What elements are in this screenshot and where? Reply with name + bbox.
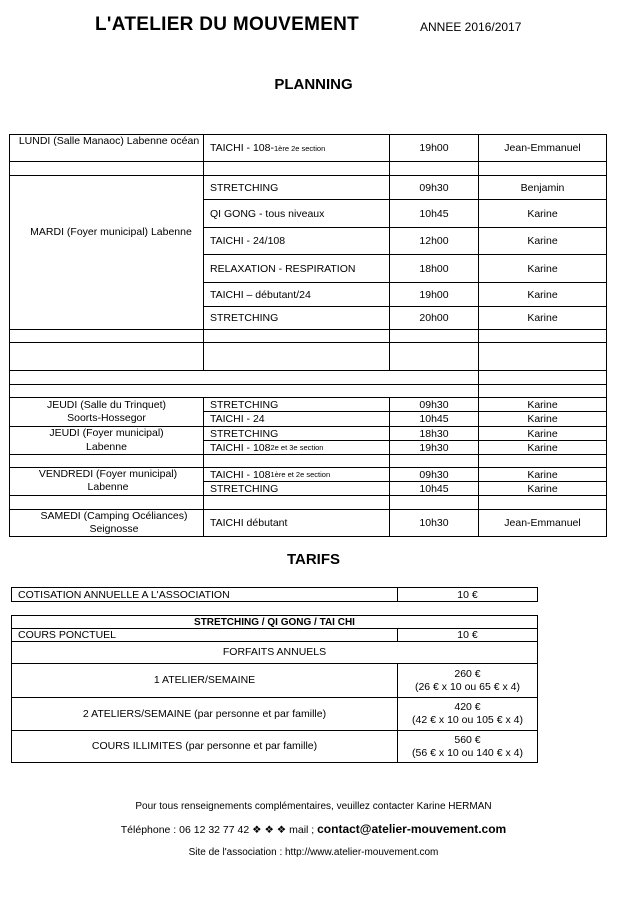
day-jeudi-foyer: JEUDI (Foyer municipal) bbox=[49, 427, 164, 439]
teacher-cell: Karine bbox=[527, 312, 558, 324]
activities-header: STRETCHING / QI GONG / TAI CHI bbox=[194, 616, 355, 628]
time-cell: 10h45 bbox=[419, 207, 449, 220]
teacher-cell: Benjamin bbox=[520, 181, 565, 194]
time-cell: 10h45 bbox=[419, 413, 449, 425]
time-cell: 09h30 bbox=[419, 398, 449, 411]
day-vendredi: VENDREDI (Foyer municipal) Labenne bbox=[38, 468, 178, 493]
time-cell: 19h00 bbox=[419, 142, 449, 154]
teacher-cell: Karine bbox=[527, 413, 558, 425]
activity-cell: STRETCHING bbox=[210, 398, 279, 411]
activity-cell: QI GONG - tous niveaux bbox=[210, 207, 325, 220]
page-title: L'ATELIER DU MOUVEMENT bbox=[95, 14, 360, 35]
activity-cell: TAICHI - 108 2e et 3e section bbox=[210, 441, 324, 454]
activity-cell: TAICHI - 24 bbox=[210, 413, 265, 425]
planning-heading: PLANNING bbox=[274, 76, 353, 93]
teacher-cell: Karine bbox=[527, 235, 558, 247]
teacher-cell: Karine bbox=[527, 262, 558, 275]
activity-cell: TAICHI – débutant/24 bbox=[210, 288, 311, 301]
phone-line bbox=[0, 822, 627, 836]
time-cell: 18h30 bbox=[419, 427, 449, 440]
time-cell: 10h45 bbox=[419, 482, 449, 495]
teacher-cell: Karine bbox=[527, 398, 558, 411]
day-jeudi-trinquet-place: Soorts-Hossegor bbox=[67, 412, 146, 424]
teacher-cell: Karine bbox=[527, 207, 558, 220]
email-link[interactable]: contact@atelier-mouvement.com bbox=[317, 822, 507, 836]
activity-cell: TAICHI - 108- 1ère 2e section bbox=[210, 142, 326, 154]
forfait-price: 560 € (56 € x 10 ou 140 € x 4) bbox=[412, 733, 523, 759]
forfaits-header: FORFAITS ANNUELS bbox=[222, 646, 327, 658]
forfait-label: 1 ATELIER/SEMAINE bbox=[153, 674, 256, 686]
activity-cell: TAICHI débutant bbox=[210, 517, 288, 529]
time-cell: 09h30 bbox=[419, 181, 449, 194]
cotisation-label: COTISATION ANNUELLE A L'ASSOCIATION bbox=[18, 588, 230, 601]
day-jeudi-trinquet: JEUDI (Salle du Trinquet) bbox=[46, 399, 167, 411]
teacher-cell: Karine bbox=[527, 468, 558, 481]
contact-text: Pour tous renseignements complémentaires, veuillez contacter Karine HERMAN bbox=[135, 801, 492, 812]
activity-cell: TAICHI - 108 1ère et 2e section bbox=[210, 468, 331, 481]
time-cell: 12h00 bbox=[419, 235, 449, 247]
forfait-price: 420 € (42 € x 10 ou 105 € x 4) bbox=[412, 701, 523, 726]
day-mardi: MARDI (Foyer municipal) Labenne bbox=[30, 226, 192, 238]
time-cell: 19h30 bbox=[419, 441, 449, 454]
activity-cell: TAICHI - 24/108 bbox=[210, 235, 286, 247]
day-jeudi-foyer-place: Labenne bbox=[86, 441, 127, 453]
activity-cell: STRETCHING bbox=[210, 482, 279, 495]
time-cell: 20h00 bbox=[419, 312, 449, 324]
teacher-cell: Jean-Emmanuel bbox=[504, 517, 581, 529]
activity-cell: STRETCHING bbox=[210, 312, 279, 324]
forfait-price: 260 € (26 € x 10 ou 65 € x 4) bbox=[414, 667, 521, 693]
teacher-cell: Karine bbox=[527, 427, 558, 440]
tarifs-heading: TARIFS bbox=[286, 551, 341, 568]
teacher-cell: Karine bbox=[527, 441, 558, 454]
time-cell: 18h00 bbox=[419, 262, 449, 275]
activity-cell: STRETCHING bbox=[210, 181, 279, 194]
site-line[interactable]: Site de l'association : http://www.atelier-mouvement.com bbox=[188, 847, 439, 858]
ponctuel-price: 10 € bbox=[457, 629, 478, 641]
forfait-label: COURS ILLIMITES (par personne et par famille) bbox=[91, 740, 318, 752]
activity-cell: STRETCHING bbox=[210, 427, 279, 440]
teacher-cell: Karine bbox=[527, 482, 558, 495]
cotisation-price: 10 € bbox=[457, 588, 478, 601]
day-samedi: SAMEDI (Camping Océliances) Seignosse bbox=[40, 510, 188, 535]
phone-text: Téléphone : 06 12 32 77 42 ❖ ❖ ❖ mail ; bbox=[120, 824, 318, 836]
ponctuel-label: COURS PONCTUEL bbox=[18, 629, 117, 641]
activity-cell: RELAXATION - RESPIRATION bbox=[210, 262, 356, 275]
forfait-label: 2 ATELIERS/SEMAINE (par personne et par famille) bbox=[82, 707, 327, 720]
school-year: ANNEE 2016/2017 bbox=[420, 20, 522, 34]
day-lundi: LUNDI (Salle Manaoc) Labenne océan bbox=[18, 135, 200, 147]
time-cell: 10h30 bbox=[419, 517, 449, 529]
time-cell: 19h00 bbox=[419, 288, 449, 301]
time-cell: 09h30 bbox=[419, 468, 449, 481]
teacher-cell: Karine bbox=[527, 288, 558, 301]
teacher-cell: Jean-Emmanuel bbox=[504, 142, 581, 154]
